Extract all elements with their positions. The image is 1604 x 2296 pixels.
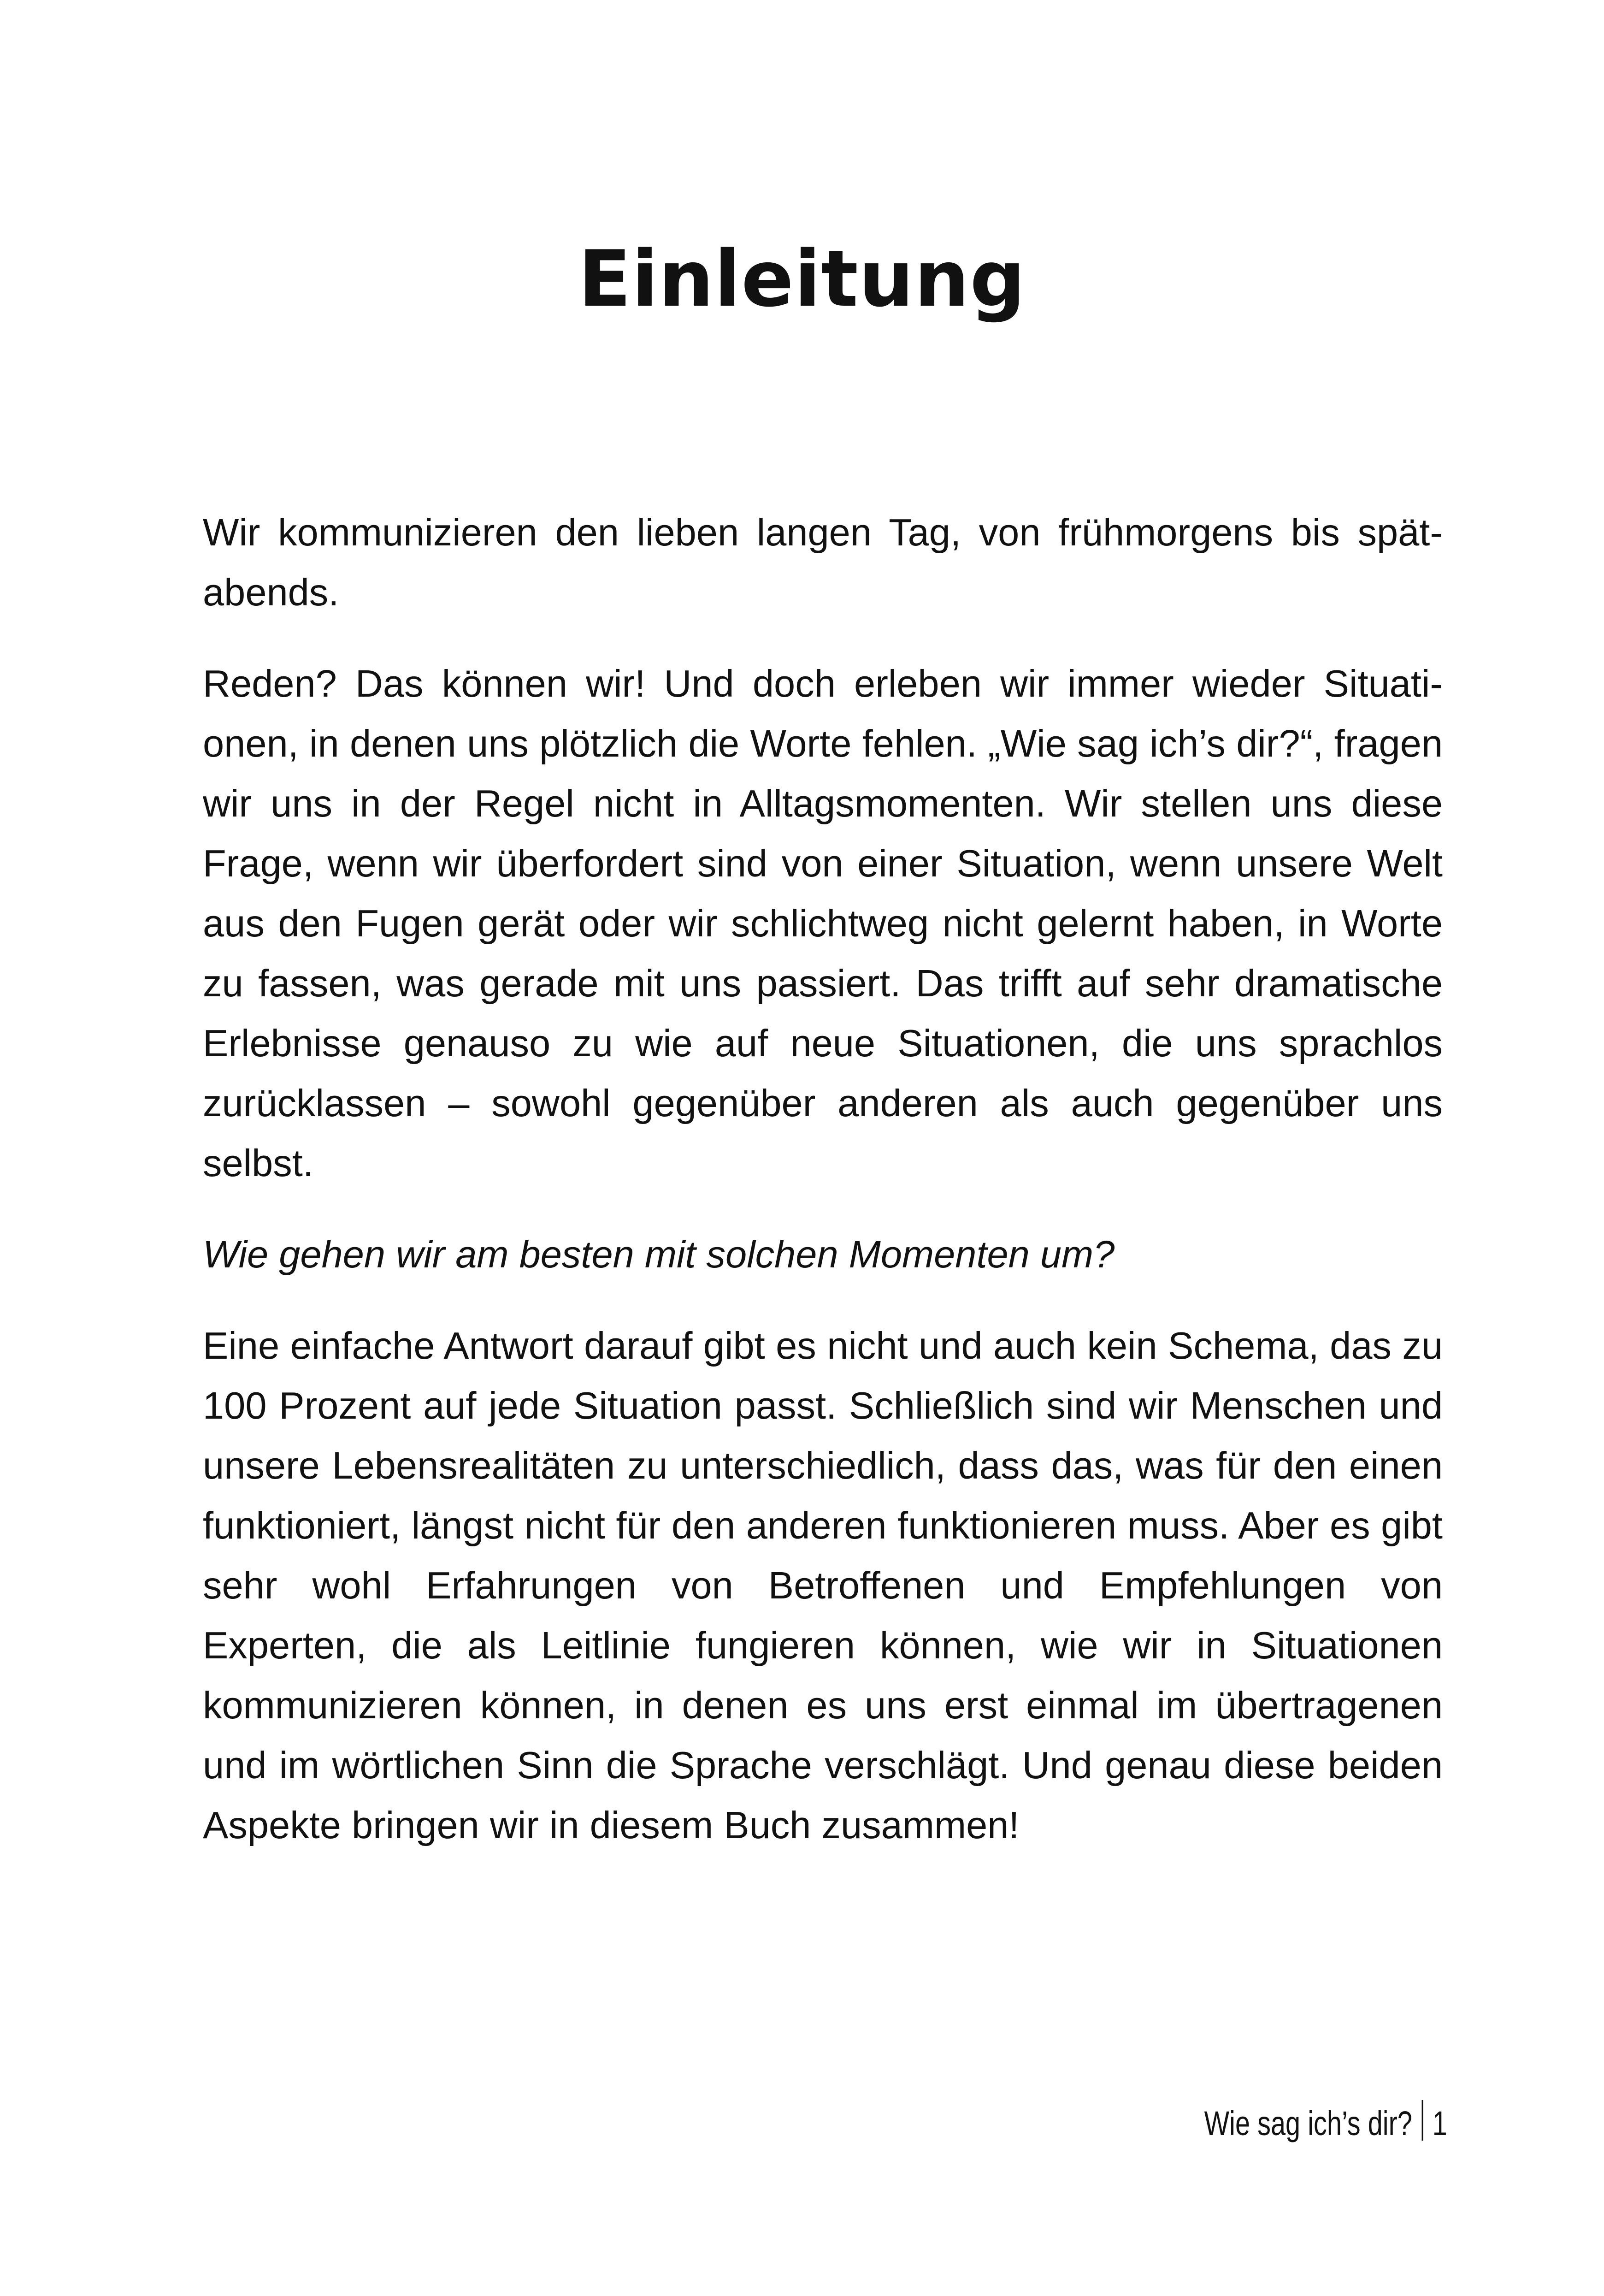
paragraph: Wir kommunizieren den lieben langen Tag, von frühmorgens bis spätabends. — [203, 511, 1443, 614]
footer-separator — [1421, 2100, 1423, 2141]
italic-question: Wie gehen wir am besten mit solchen Momenten um? — [203, 1233, 1115, 1276]
footer-book-title: Wie sag ich’s dir? — [1204, 2104, 1413, 2142]
paragraph: Eine einfache Antwort darauf gibt es nicht und auch kein Schema, das zu 100 Prozent auf jede Situation passt. Schließlich sind wir Menschen und unsere Lebensrealitäten zu unterschiedlich, dass das, was für den einen funktioniert, längst nicht für den anderen funktionieren muss. Aber es gibt sehr wohl Erfahrungen von Betroffenen und Empfehlungen von Experten, die als Leitlinie fungieren können, wie wir in Situationen kommunizieren können, in denen es uns erst einmal im übertragenen und im wörtlichen Sinn die Sprache verschlägt. Und genau diese beiden Aspekte bringen wir in diesem Buch zusammen! — [203, 1324, 1443, 1846]
running-footer — [1204, 2100, 1447, 2147]
chapter-title: Einleitung — [578, 234, 1026, 324]
paragraph: Reden? Das können wir! Und doch erleben wir immer wieder Situationen, in denen uns plötzlich die Worte fehlen. „Wie sag ich’s dir?“, fragen wir uns in der Regel nicht in Alltagsmomenten. Wir stellen uns diese Frage, wenn wir überfordert sind von einer Situation, wenn unsere Welt aus den Fugen gerät oder wir schlichtweg nicht gelernt haben, in Worte zu fassen, was gerade mit uns passiert. Das trifft auf sehr dramatische Erlebnisse genauso zu wie auf neue Situationen, die uns sprachlos zurücklassen – sowohl gegenüber anderen als auch gegenüber uns selbst. — [203, 662, 1443, 1184]
page-number: 1 — [1432, 2104, 1447, 2142]
chapter-body — [203, 503, 1443, 1887]
